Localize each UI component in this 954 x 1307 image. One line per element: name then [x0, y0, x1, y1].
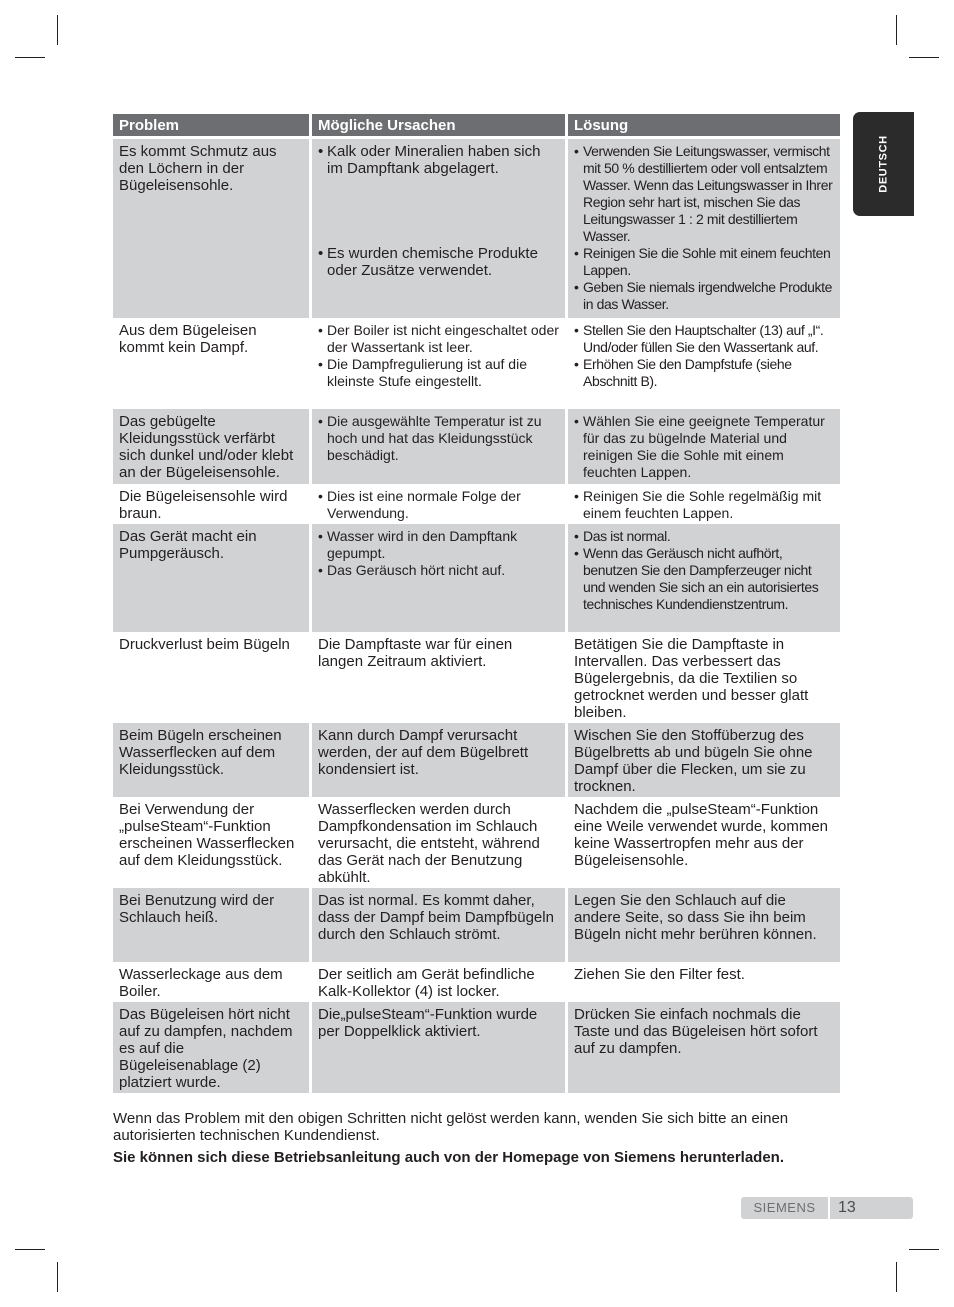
- troubleshooting-table: [113, 114, 840, 1093]
- solution-item: • Das ist normal.: [574, 528, 834, 545]
- cause-cell: Die Dampftaste war für einen langen Zeitraum aktiviert.: [312, 632, 568, 723]
- cause-cell: Die„pulseSteam“-Funktion wurde per Doppelklick aktiviert.: [312, 1002, 568, 1093]
- crop-mark: [15, 57, 45, 58]
- solution-cell: [568, 139, 840, 318]
- problem-cell: Es kommt Schmutz aus den Löchern in der Bügeleisensohle.: [113, 139, 312, 318]
- solution-cell: Ziehen Sie den Filter fest.: [574, 966, 745, 983]
- cause-item: • Das Geräusch hört nicht auf.: [318, 562, 559, 579]
- table-row: [113, 139, 840, 318]
- table-row: [113, 1002, 840, 1093]
- crop-mark: [896, 15, 897, 45]
- language-tab: [853, 112, 914, 216]
- solution-item: • Erhöhen Sie den Dampfstufe (siehe Abschnitt B).: [574, 356, 834, 390]
- solution-cell: [568, 318, 840, 409]
- problem-cell: Das gebügelte Kleidungsstück verfärbt sich dunkel und/oder klebt an der Bügeleisensohle.: [113, 409, 312, 484]
- table-row: [113, 797, 840, 888]
- page-number: 13: [838, 1199, 856, 1216]
- crop-mark: [909, 57, 939, 58]
- crop-mark: [896, 1262, 897, 1292]
- solution-cell: Betätigen Sie die Dampftaste in Intervallen. Das verbessert das Bügelergebnis, da die Textilien so getrocknet werden und besser glatt bleiben.: [574, 636, 809, 721]
- table-row: [113, 318, 840, 409]
- solution-item: • Verwenden Sie Leitungswasser, vermischt mit 50 % destilliertem oder voll entsalztem Wasser. Wenn das Leitungswasser in Ihrer Region sehr hart ist, mischen Sie das Leitungswasser 1 : 2 mit destilliertem Wasser.: [574, 143, 834, 245]
- table-row: [113, 484, 840, 524]
- table-row: [113, 409, 840, 484]
- solution-cell: Wischen Sie den Stoffüberzug des Bügelbretts ab und bügeln Sie ohne Dampf über die Flecken, um sie zu trocknen.: [568, 723, 840, 797]
- cause-item: • Der Boiler ist nicht eingeschaltet oder der Wassertank ist leer.: [318, 322, 559, 356]
- footer-note: [113, 1110, 843, 1171]
- cause-cell: [312, 484, 568, 524]
- cause-item: • Dies ist eine normale Folge der Verwendung.: [318, 488, 559, 522]
- language-tab-label: DEUTSCH: [877, 135, 890, 193]
- problem-cell: Die Bügeleisensohle wird braun.: [113, 484, 312, 524]
- problem-cell: Aus dem Bügeleisen kommt kein Dampf.: [113, 318, 312, 409]
- cause-cell: Wasserflecken werden durch Dampfkondensation im Schlauch verursacht, die entsteht, während das Gerät nach der Benutzung abkühlt.: [312, 797, 568, 888]
- cause-item: • Kalk oder Mineralien haben sich im Dampftank abgelagert.: [318, 143, 559, 177]
- divider: [828, 1197, 830, 1219]
- solution-item: • Stellen Sie den Hauptschalter (13) auf „I“. Und/oder füllen Sie den Wassertank auf.: [574, 322, 834, 356]
- table-row: [113, 524, 840, 632]
- problem-cell: Bei Verwendung der „pulseSteam“-Funktion erscheinen Wasserflecken auf dem Kleidungsstück.: [113, 797, 312, 888]
- problem-cell: Bei Benutzung wird der Schlauch heiß.: [113, 888, 312, 962]
- crop-mark: [57, 15, 58, 45]
- table-row: [113, 723, 840, 797]
- cause-cell: [312, 524, 568, 632]
- solution-cell: [568, 524, 840, 632]
- table-row: [113, 632, 840, 723]
- cause-cell: [312, 139, 568, 318]
- solution-cell: Drücken Sie einfach nochmals die Taste und das Bügeleisen hört sofort auf zu dampfen.: [568, 1002, 840, 1093]
- header-causes: Mögliche Ursachen: [312, 114, 568, 139]
- solution-cell: [568, 484, 840, 524]
- problem-cell: Beim Bügeln erscheinen Wasserflecken auf dem Kleidungsstück.: [113, 723, 312, 797]
- problem-cell: Das Gerät macht ein Pumpgeräusch.: [113, 524, 312, 632]
- support-note: Wenn das Problem mit den obigen Schritten nicht gelöst werden kann, wenden Sie sich bitte an einen autorisierten technischen Kundendienst.: [113, 1110, 789, 1144]
- cause-cell: Das ist normal. Es kommt daher, dass der Dampf beim Dampfbügeln durch den Schlauch strömt.: [312, 888, 568, 962]
- solution-item: • Geben Sie niemals irgendwelche Produkte in das Wasser.: [574, 279, 834, 313]
- crop-mark: [15, 1249, 45, 1250]
- table-header-row: [113, 114, 840, 139]
- download-note: Sie können sich diese Betriebsanleitung auch von der Homepage von Siemens herunterladen.: [113, 1149, 785, 1166]
- solution-cell: [568, 409, 840, 484]
- solution-item: • Wählen Sie eine geeignete Temperatur für das zu bügelnde Material und reinigen Sie die Sohle mit einem feuchten Lappen.: [574, 413, 834, 481]
- solution-item: • Wenn das Geräusch nicht aufhört, benutzen Sie den Dampferzeuger nicht und wenden Sie sich an ein autorisiertes technisches Kundendienstzentrum.: [574, 545, 834, 613]
- table-row: [113, 888, 840, 962]
- cause-item: • Wasser wird in den Dampftank gepumpt.: [318, 528, 559, 562]
- page-footer-bar: [741, 1197, 913, 1219]
- table-row: [113, 962, 840, 1002]
- solution-item: • Reinigen Sie die Sohle regelmäßig mit einem feuchten Lappen.: [574, 488, 834, 522]
- solution-cell: Legen Sie den Schlauch auf die andere Seite, so dass Sie ihn beim Bügeln nicht mehr berühren können.: [568, 888, 840, 962]
- cause-item: • Die ausgewählte Temperatur ist zu hoch und hat das Kleidungsstück beschädigt.: [318, 413, 559, 464]
- solution-cell: Nachdem die „pulseSteam“-Funktion eine Weile verwendet wurde, kommen keine Wassertropfen mehr aus der Bügeleisensohle.: [574, 801, 829, 869]
- cause-cell: Der seitlich am Gerät befindliche Kalk-Kollektor (4) ist locker.: [312, 962, 568, 1002]
- solution-item: • Reinigen Sie die Sohle mit einem feuchten Lappen.: [574, 245, 834, 279]
- problem-cell: Das Bügeleisen hört nicht auf zu dampfen, nachdem es auf die Bügeleisenablage (2) platziert wurde.: [113, 1002, 312, 1093]
- header-solution: Lösung: [568, 114, 840, 139]
- crop-mark: [909, 1249, 939, 1250]
- cause-cell: [312, 409, 568, 484]
- crop-mark: [57, 1262, 58, 1292]
- brand-label: SIEMENS: [753, 1200, 816, 1215]
- cause-item: • Es wurden chemische Produkte oder Zusätze verwendet.: [318, 245, 559, 279]
- problem-cell: Druckverlust beim Bügeln: [113, 632, 312, 723]
- cause-cell: [312, 318, 568, 409]
- header-problem: Problem: [113, 114, 312, 139]
- cause-cell: Kann durch Dampf verursacht werden, der auf dem Bügelbrett kondensiert ist.: [312, 723, 568, 797]
- problem-cell: Wasserleckage aus dem Boiler.: [113, 962, 312, 1002]
- cause-item: • Die Dampfregulierung ist auf die kleinste Stufe eingestellt.: [318, 356, 559, 390]
